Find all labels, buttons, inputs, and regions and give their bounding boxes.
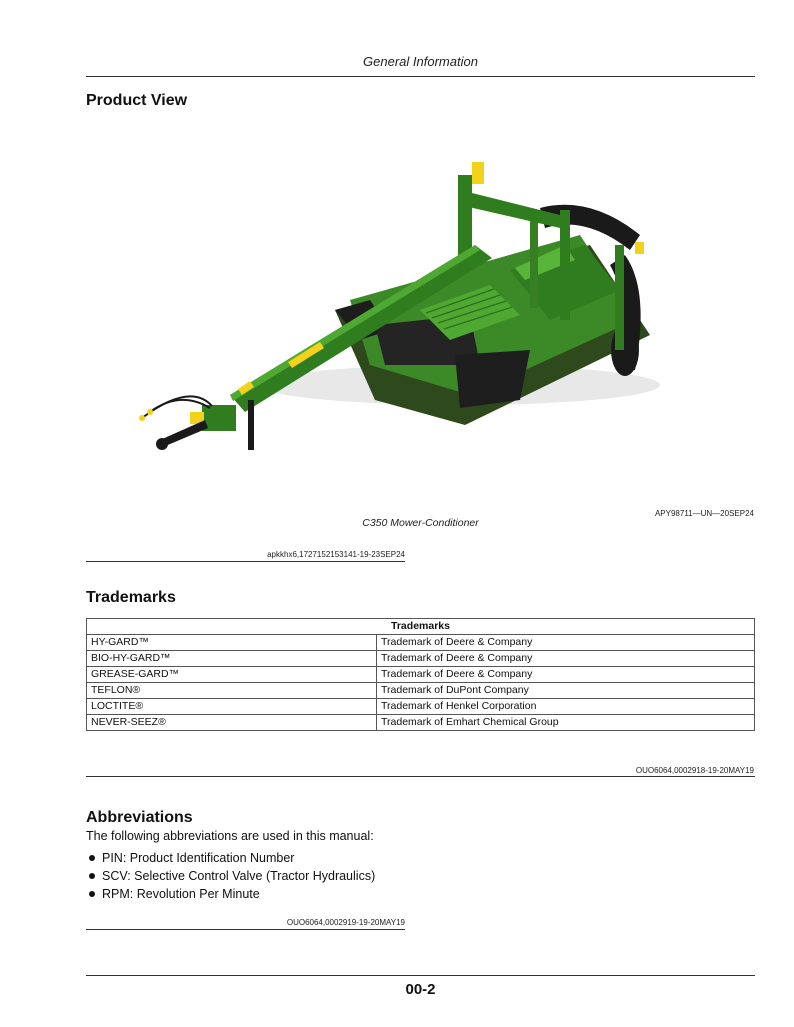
- table-row: [87, 715, 755, 731]
- table-row: [87, 699, 755, 715]
- mower-conditioner-image: [120, 150, 680, 470]
- table-row: [87, 651, 755, 667]
- abbreviations-rule: [86, 929, 405, 930]
- trademark-owner: Trademark of DuPont Company: [377, 683, 755, 699]
- trademark-name: GREASE-GARD™: [87, 667, 377, 683]
- trademark-owner: Trademark of Emhart Chemical Group: [377, 715, 755, 731]
- trademark-name: TEFLON®: [87, 683, 377, 699]
- trademark-owner: Trademark of Deere & Company: [377, 667, 755, 683]
- figure-caption: C350 Mower-Conditioner: [362, 517, 479, 529]
- trademarks-heading: Trademarks: [86, 589, 176, 606]
- abbreviation-text: PIN: Product Identification Number: [102, 851, 295, 865]
- table-row: [87, 635, 755, 651]
- table-header-row: [87, 619, 755, 635]
- product-view-heading: Product View: [86, 92, 188, 109]
- trademark-name: HY-GARD™: [87, 635, 377, 651]
- image-reference: APY98711—UN—20SEP24: [654, 509, 754, 518]
- abbreviations-list: [86, 849, 375, 903]
- trademark-name: NEVER-SEEZ®: [87, 715, 377, 731]
- footer-rule: [86, 975, 755, 976]
- trademarks-doc-ref: OUO6064,0002918-19-20MAY19: [635, 766, 754, 775]
- abbreviations-doc-ref: OUO6064,0002919-19-20MAY19: [286, 918, 405, 927]
- table-row: [87, 683, 755, 699]
- trademarks-table: [86, 618, 755, 731]
- header-rule: [86, 76, 755, 77]
- bullet-icon: [89, 855, 95, 861]
- bullet-icon: [89, 873, 95, 879]
- product-view-rule: [86, 561, 405, 562]
- trademark-owner: Trademark of Deere & Company: [377, 635, 755, 651]
- table-row: [87, 667, 755, 683]
- trademark-owner: Trademark of Deere & Company: [377, 651, 755, 667]
- abbreviation-text: RPM: Revolution Per Minute: [102, 887, 260, 901]
- list-item: [86, 867, 375, 885]
- trademark-owner: Trademark of Henkel Corporation: [377, 699, 755, 715]
- list-item: [86, 849, 375, 867]
- bullet-icon: [89, 891, 95, 897]
- trademark-name: LOCTITE®: [87, 699, 377, 715]
- trademark-name: BIO-HY-GARD™: [87, 651, 377, 667]
- list-item: [86, 885, 375, 903]
- page-number: 00-2: [405, 981, 436, 998]
- abbreviations-intro: The following abbreviations are used in this manual:: [86, 829, 374, 843]
- trademarks-rule: [86, 776, 755, 777]
- running-header: General Information: [363, 54, 478, 69]
- abbreviation-text: SCV: Selective Control Valve (Tractor Hydraulics): [102, 869, 376, 883]
- abbreviations-heading: Abbreviations: [86, 809, 193, 826]
- product-view-doc-ref: apkkhx6,1727152153141-19-23SEP24: [267, 550, 405, 559]
- table-header: Trademarks: [87, 619, 755, 635]
